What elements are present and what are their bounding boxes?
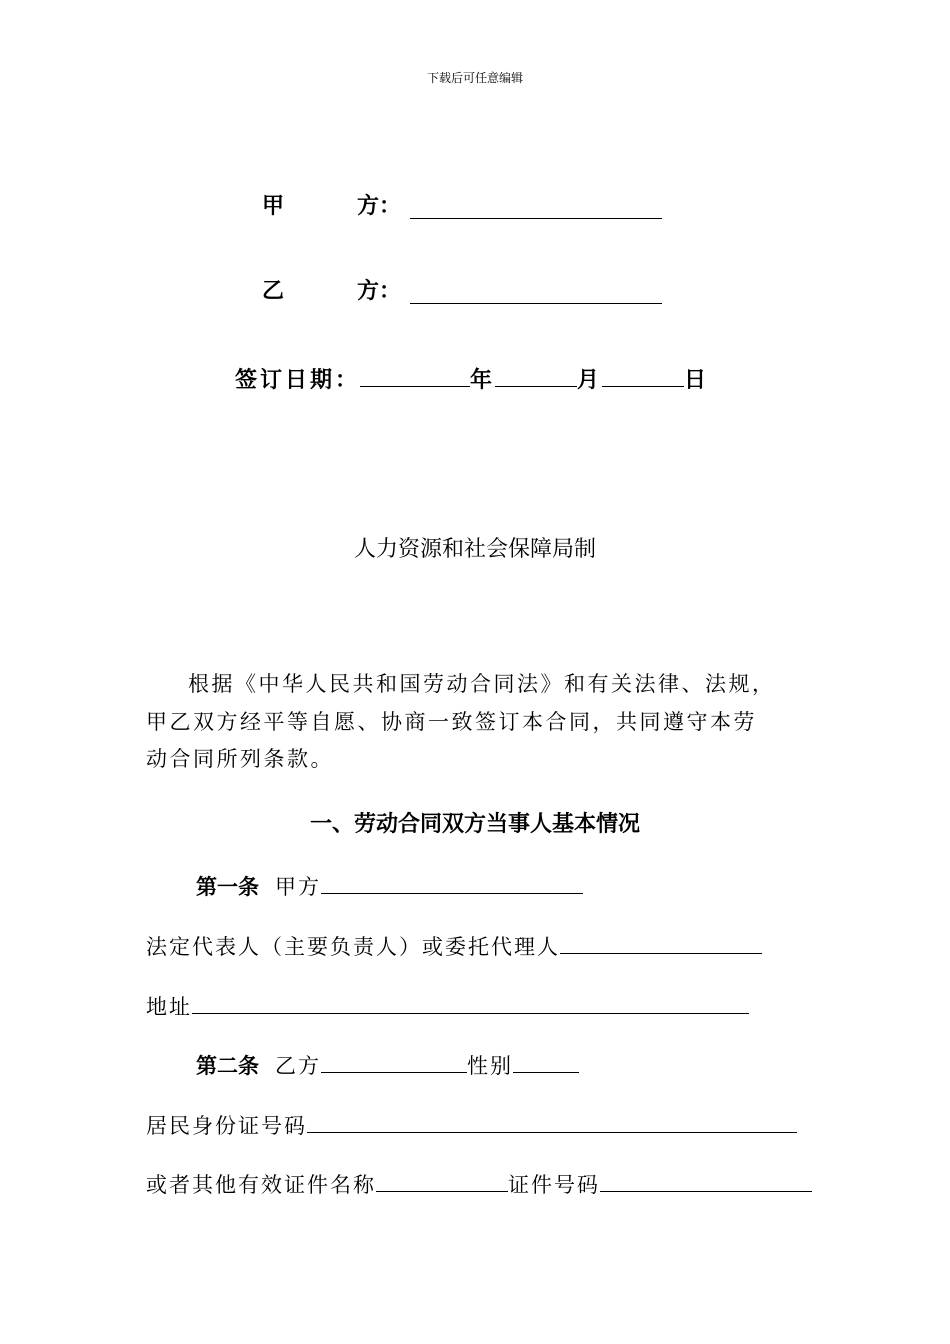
month-field[interactable]	[495, 362, 577, 387]
party-a-label: 甲	[262, 194, 285, 219]
year-label: 年	[470, 368, 496, 393]
header-note: 下载后可任意编辑	[426, 71, 523, 85]
section-title: 一、劳动合同双方当事人基本情况	[309, 812, 640, 837]
issuer: 人力资源和社会保障局制	[353, 537, 596, 562]
other-id-number-field[interactable]	[600, 1167, 812, 1192]
other-id-row	[146, 1167, 812, 1197]
sign-date-row	[235, 362, 709, 392]
preamble-line-2: 甲乙双方经平等自愿、协商一致签订本合同，共同遵守本劳	[146, 710, 757, 734]
party-b-label: 乙	[262, 279, 285, 304]
party-b-colon-label: 方：	[357, 279, 402, 304]
article-2-row	[196, 1048, 579, 1078]
id-number-label: 居民身份证号码	[146, 1114, 307, 1138]
other-id-number-label: 证件号码	[508, 1173, 600, 1197]
article-1-label: 第一条	[196, 875, 259, 899]
other-id-name-label: 或者其他有效证件名称	[146, 1173, 376, 1197]
address-label: 地址	[146, 995, 192, 1019]
legal-rep-label: 法定代表人（主要负责人）或委托代理人	[146, 935, 560, 959]
party-b-name-field[interactable]	[321, 1048, 467, 1073]
party-b-row	[262, 277, 672, 307]
address-field[interactable]	[192, 989, 749, 1014]
day-label: 日	[684, 368, 710, 393]
party-a-row	[262, 192, 672, 222]
party-b-field[interactable]	[410, 281, 662, 304]
id-number-field[interactable]	[307, 1108, 797, 1133]
preamble-line-1: 根据《中华人民共和国劳动合同法》和有关法律、法规，	[188, 672, 776, 696]
party-a-text: 甲方	[275, 875, 321, 899]
legal-rep-row	[146, 929, 762, 959]
party-a-colon-label: 方：	[357, 194, 402, 219]
other-id-name-field[interactable]	[376, 1167, 508, 1192]
legal-rep-field[interactable]	[560, 929, 762, 954]
year-field[interactable]	[360, 362, 470, 387]
day-field[interactable]	[602, 362, 684, 387]
sign-date-label: 签订日期：	[235, 368, 361, 393]
id-number-row	[146, 1108, 797, 1138]
article-2-label: 第二条	[196, 1054, 259, 1078]
preamble-line-3: 动合同所列条款。	[146, 747, 334, 771]
party-b-text: 乙方	[275, 1054, 321, 1078]
party-a-field[interactable]	[410, 196, 662, 219]
month-label: 月	[577, 368, 603, 393]
gender-field[interactable]	[513, 1048, 579, 1073]
address-row	[146, 989, 749, 1019]
gender-label: 性别	[467, 1054, 513, 1078]
article-1-row	[196, 869, 583, 899]
article-1-party-a-field[interactable]	[321, 869, 583, 894]
